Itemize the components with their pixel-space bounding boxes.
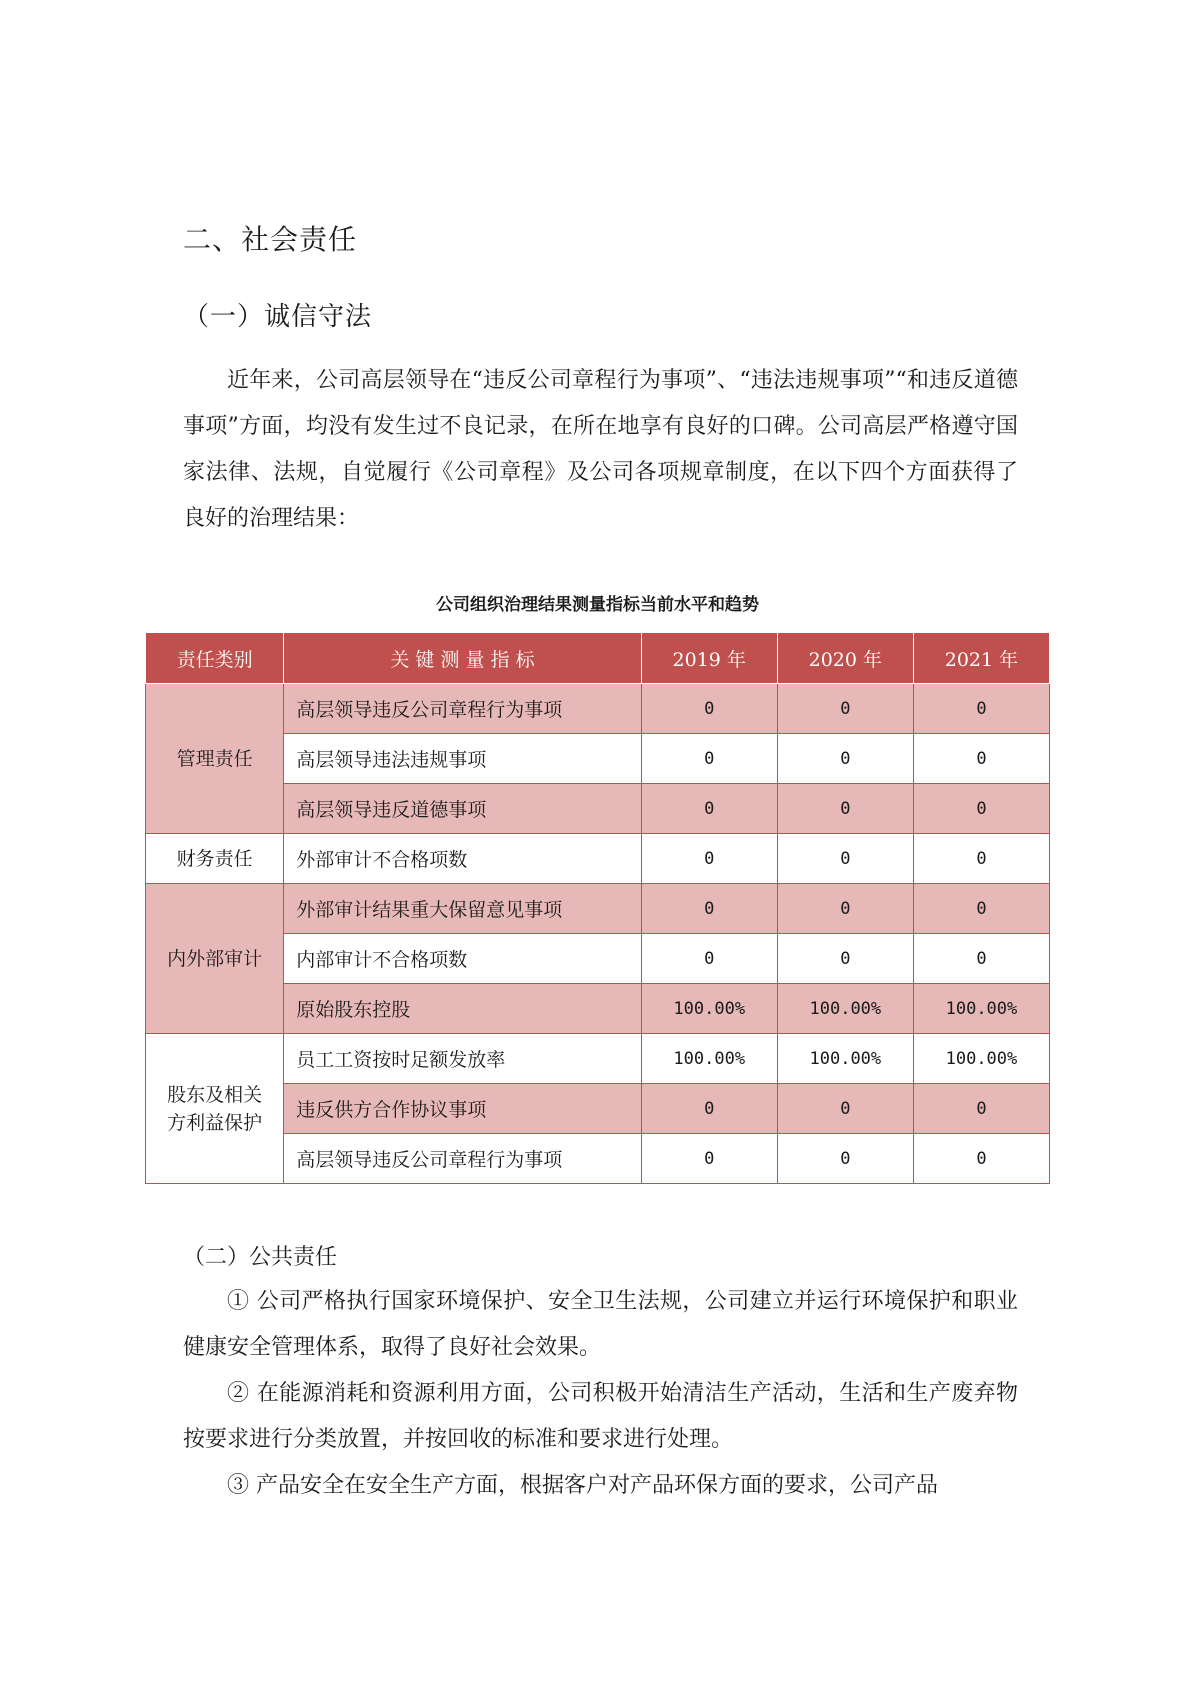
value-2021: 0 — [913, 834, 1049, 884]
indicator-cell: 高层领导违反公司章程行为事项 — [284, 1134, 641, 1184]
value-2020: 0 — [777, 1134, 913, 1184]
section-title: 二、社会责任 — [183, 223, 358, 256]
category-cell: 内外部审计 — [146, 884, 284, 1034]
public-item: ③ 产品安全在安全生产方面，根据客户对产品环保方面的要求，公司产品 — [227, 1473, 938, 1498]
value-2021: 0 — [913, 784, 1049, 834]
indicator-cell: 高层领导违反公司章程行为事项 — [284, 684, 641, 734]
header-2020: 2020 年 — [777, 633, 913, 684]
public-responsibility-title: （二）公共责任 — [183, 1245, 338, 1270]
value-2019: 0 — [641, 934, 777, 984]
value-2020: 0 — [777, 1084, 913, 1134]
value-2021: 0 — [913, 684, 1049, 734]
indicator-cell: 高层领导违法违规事项 — [284, 734, 641, 784]
public-item: ② 在能源消耗和资源利用方面，公司积极开始清洁生产活动，生活和生产废弃物按要求进行分类放置，并按回收的标准和要求进行处理。 — [183, 1381, 1018, 1452]
category-cell: 管理责任 — [146, 684, 284, 834]
public-item: ① 公司严格执行国家环境保护、安全卫生法规，公司建立并运行环境保护和职业健康安全管理体系，取得了良好社会效果。 — [183, 1289, 1018, 1360]
value-2021: 0 — [913, 734, 1049, 784]
governance-table — [145, 632, 1050, 1184]
value-2019: 100.00% — [641, 1034, 777, 1084]
indicator-cell: 违反供方合作协议事项 — [284, 1084, 641, 1134]
header-indicator: 关 键 测 量 指 标 — [284, 633, 641, 684]
public-responsibility-items — [183, 1279, 1018, 1509]
value-2021: 0 — [913, 1134, 1049, 1184]
table-row — [146, 834, 1050, 884]
value-2019: 100.00% — [641, 984, 777, 1034]
intro-paragraph: 近年来，公司高层领导在“违反公司章程行为事项”、“违法违规事项”“和违反道德事项”方面，均没有发生过不良记录，在所在地享有良好的口碑。公司高层严格遵守国家法律、法规，自觉履行《公司章程》及公司各项规章制度，在以下四个方面获得了良好的治理结果： — [183, 368, 1018, 531]
value-2020: 100.00% — [777, 984, 913, 1034]
subsection-title: （一）诚信守法 — [183, 302, 373, 332]
table-row — [146, 884, 1050, 934]
category-cell: 股东及相关方利益保护 — [146, 1034, 284, 1184]
category-cell: 财务责任 — [146, 834, 284, 884]
value-2020: 100.00% — [777, 1034, 913, 1084]
value-2020: 0 — [777, 684, 913, 734]
value-2019: 0 — [641, 784, 777, 834]
value-2020: 0 — [777, 734, 913, 784]
header-2021: 2021 年 — [913, 633, 1049, 684]
value-2019: 0 — [641, 684, 777, 734]
table-row — [146, 1034, 1050, 1084]
value-2019: 0 — [641, 834, 777, 884]
value-2019: 0 — [641, 884, 777, 934]
value-2021: 100.00% — [913, 984, 1049, 1034]
indicator-cell: 外部审计结果重大保留意见事项 — [284, 884, 641, 934]
value-2020: 0 — [777, 934, 913, 984]
indicator-cell: 高层领导违反道德事项 — [284, 784, 641, 834]
table-caption: 公司组织治理结果测量指标当前水平和趋势 — [436, 595, 759, 615]
value-2020: 0 — [777, 784, 913, 834]
header-2019: 2019 年 — [641, 633, 777, 684]
value-2019: 0 — [641, 1134, 777, 1184]
table-row — [146, 684, 1050, 734]
value-2021: 0 — [913, 1084, 1049, 1134]
header-category: 责任类别 — [146, 633, 284, 684]
value-2021: 0 — [913, 884, 1049, 934]
value-2020: 0 — [777, 884, 913, 934]
indicator-cell: 原始股东控股 — [284, 984, 641, 1034]
indicator-cell: 内部审计不合格项数 — [284, 934, 641, 984]
value-2019: 0 — [641, 1084, 777, 1134]
indicator-cell: 外部审计不合格项数 — [284, 834, 641, 884]
value-2020: 0 — [777, 834, 913, 884]
value-2021: 0 — [913, 934, 1049, 984]
table-header-row — [146, 633, 1050, 684]
value-2019: 0 — [641, 734, 777, 784]
value-2021: 100.00% — [913, 1034, 1049, 1084]
indicator-cell: 员工工资按时足额发放率 — [284, 1034, 641, 1084]
